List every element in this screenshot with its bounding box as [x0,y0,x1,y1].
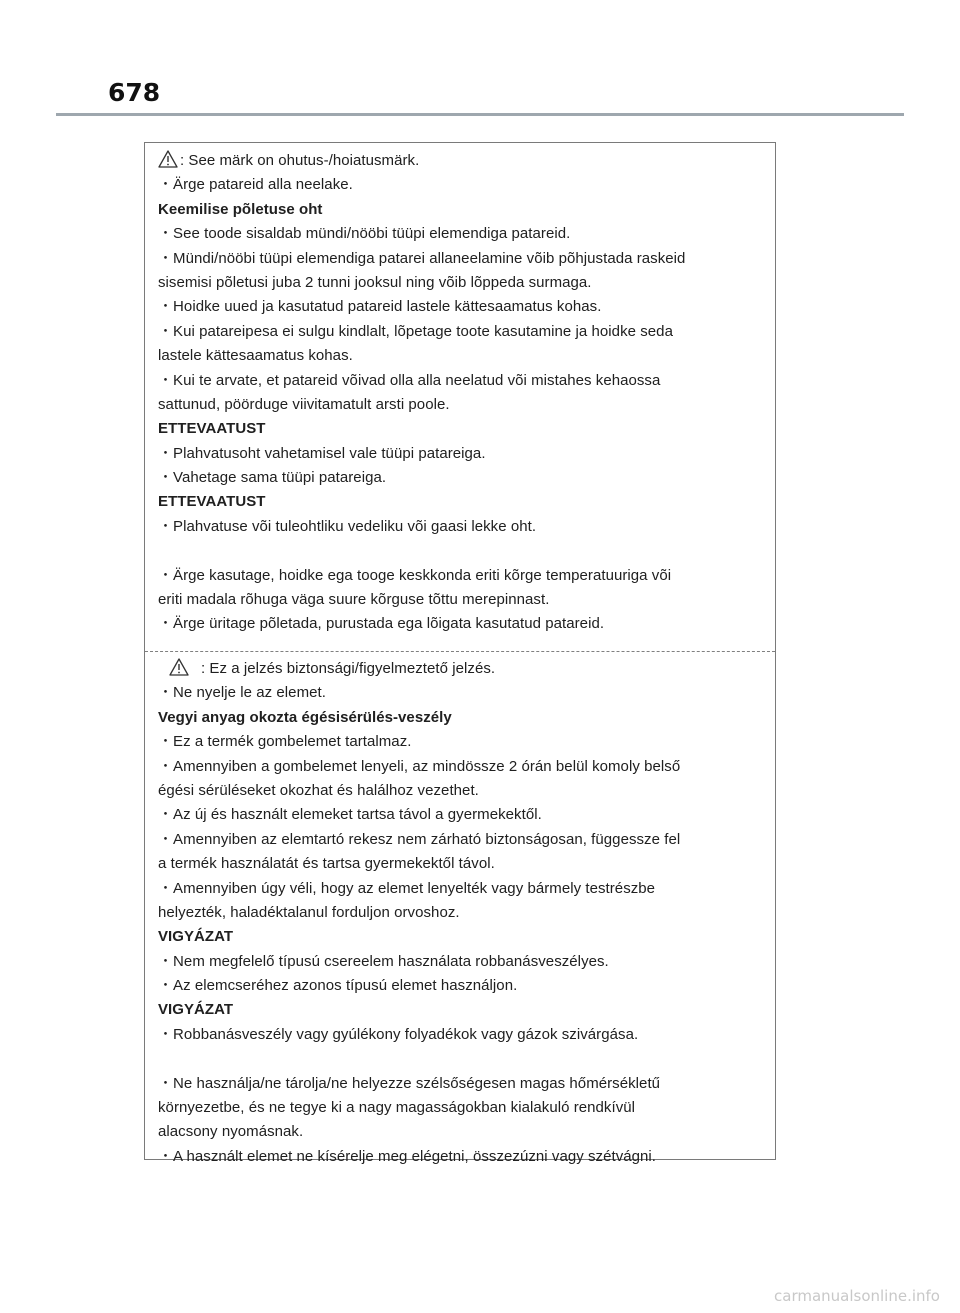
estonian-line: ・Mündi/nööbi tüüpi elemendiga patarei allaneelamine võib põhjustada raskeid [158,249,686,267]
estonian-line: sisemisi põletusi juba 2 tunni jooksul ning võib lõppeda surmaga. [158,273,592,291]
hungarian-heading: Vegyi anyag okozta égésisérülés-veszély [158,708,452,726]
estonian-section [158,149,765,637]
estonian-line: ・Ärge patareid alla neelake. [158,176,353,194]
estonian-heading: ETTEVAATUST [158,420,266,438]
warning-box [144,142,776,1165]
hungarian-warning-symbol-line [158,657,765,681]
hungarian-line: környezetbe, és ne tegye ki a nagy magasságokban kialakuló rendkívül [158,1099,636,1117]
estonian-line: ・Hoidke uued ja kasutatud patareid lastele kättesaamatus kohas. [158,298,602,316]
hungarian-line: égési sérüléseket okozhat és halálhoz vezethet. [158,781,479,799]
hungarian-line: ・Ne használja/ne tárolja/ne helyezze szélsőségesen magas hőmérsékletű [158,1074,661,1092]
estonian-line: ・Plahvatuse või tuleohtliku vedeliku või gaasi lekke oht. [158,517,537,535]
estonian-line: ・Vahetage sama tüüpi patareiga. [158,469,387,487]
estonian-heading: Keemilise põletuse oht [158,200,323,218]
estonian-line: ・Plahvatusoht vahetamisel vale tüüpi patareiga. [158,444,486,462]
hungarian-line: ・Ez a termék gombelemet tartalmaz. [158,733,412,751]
hungarian-line: ・A használt elemet ne kísérelje meg elégetni, összezúzni vagy szétvágni. [158,1147,657,1165]
estonian-line: lastele kättesaamatus kohas. [158,347,353,365]
site-watermark: carmanualsonline.info [774,1287,940,1305]
header-rule [56,113,904,116]
section-divider [145,651,775,652]
hungarian-line: a termék használatát és tartsa gyermekektől távol. [158,855,495,873]
hungarian-line: helyezték, haladéktalanul forduljon orvoshoz. [158,903,460,921]
hungarian-line: ・Nem megfelelő típusú csereelem használata robbanásveszélyes. [158,952,609,970]
hungarian-line: ・Amennyiben a gombelemet lenyeli, az mindössze 2 órán belül komoly belső [158,757,681,775]
hungarian-section [158,657,765,1169]
hungarian-heading: VIGYÁZAT [158,1001,234,1019]
hungarian-line: ・Robbanásveszély vagy gyúlékony folyadékok vagy gázok szivárgása. [158,1025,639,1043]
estonian-line: ・Kui patareipesa ei sulgu kindlalt, lõpetage toote kasutamine ja hoidke seda [158,322,673,340]
estonian-line: ・See toode sisaldab mündi/nööbi tüüpi elemendiga patareid. [158,225,571,243]
estonian-line: sattunud, pöörduge viivitamatult arsti poole. [158,395,450,413]
hungarian-warning-symbol-text: : Ez a jelzés biztonsági/figyelmeztető jelzés. [201,660,496,677]
hungarian-blank-line [158,1047,765,1071]
estonian-blank-line [158,539,765,563]
estonian-line: ・Kui te arvate, et patareid võivad olla alla neelatud või mistahes kehaossa [158,371,661,389]
hungarian-line: ・Ne nyelje le az elemet. [158,684,326,702]
hungarian-line: ・Az új és használt elemeket tartsa távol a gyermekektől. [158,806,542,824]
hungarian-line: ・Amennyiben úgy véli, hogy az elemet lenyelték vagy bármely testrészbe [158,879,656,897]
estonian-line: ・Ärge üritage põletada, purustada ega lõigata kasutatud patareid. [158,615,605,633]
hungarian-heading: VIGYÁZAT [158,928,234,946]
estonian-warning-symbol-text: : See märk on ohutus-/hoiatusmärk. [180,152,420,169]
estonian-line: eriti madala rõhuga väga suure kõrguse tõttu merepinnast. [158,591,550,609]
page-number: 678 [108,78,161,107]
estonian-heading: ETTEVAATUST [158,493,266,511]
hungarian-line: ・Az elemcseréhez azonos típusú elemet használjon. [158,977,518,995]
hungarian-line: alacsony nyomásnak. [158,1123,304,1141]
estonian-warning-symbol-line [158,149,765,173]
hungarian-line: ・Amennyiben az elemtartó rekesz nem zárható biztonságosan, függessze fel [158,830,681,848]
estonian-line: ・Ärge kasutage, hoidke ega tooge keskkonda eriti kõrge temperatuuriga või [158,566,672,584]
